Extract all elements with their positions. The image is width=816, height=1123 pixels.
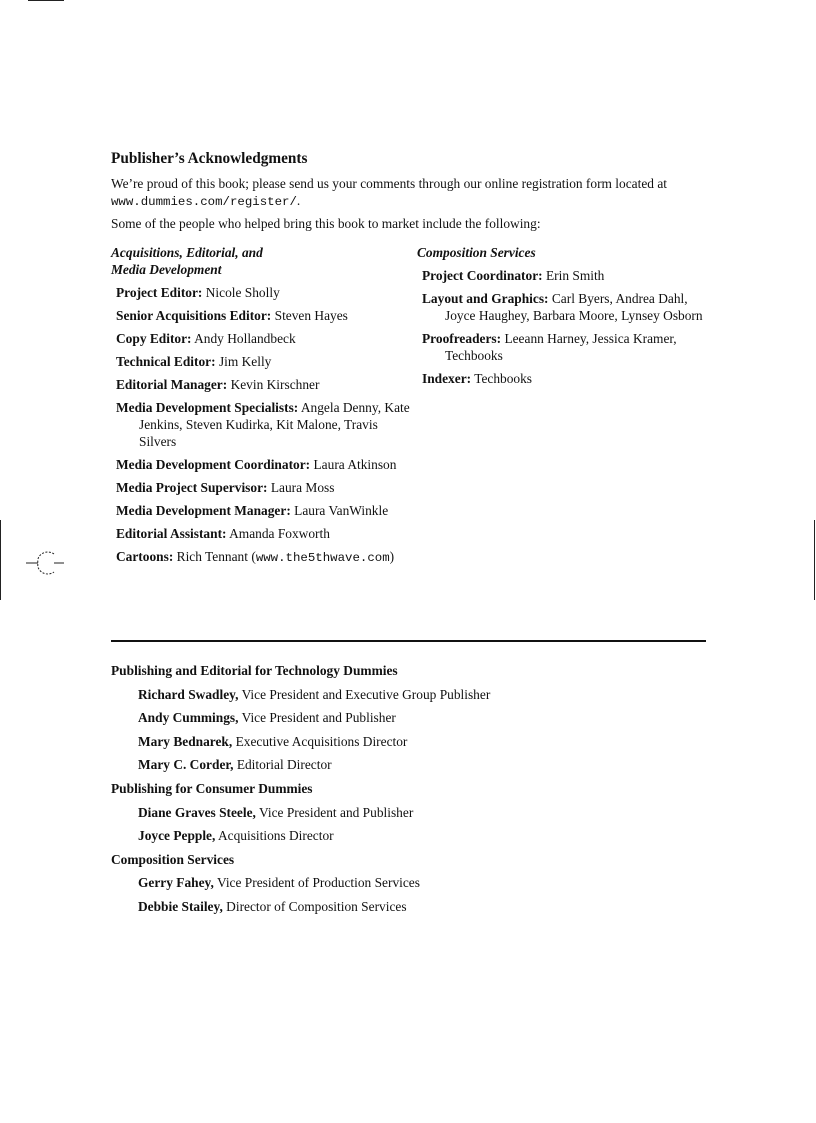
credit-role: Proofreaders:: [422, 331, 502, 346]
credit-entry: [111, 330, 411, 347]
credit-names: Techbooks: [474, 371, 533, 386]
credit-names: Laura Atkinson: [313, 457, 397, 472]
credit-names: Rich Tennant: [176, 549, 248, 564]
credit-entry: [111, 307, 411, 324]
executive-name: Mary C. Corder,: [138, 757, 234, 773]
executive-entry: [111, 709, 711, 726]
executive-credits: [111, 662, 711, 922]
executive-entry: [111, 898, 711, 915]
credit-role: Cartoons:: [116, 549, 174, 564]
executive-name: Joyce Pepple,: [138, 828, 216, 844]
crop-mark-top: [28, 0, 64, 1]
credit-role: Project Editor:: [116, 285, 203, 300]
intro-paragraph-2: Some of the people who helped bring this book to market include the following:: [111, 216, 541, 231]
credit-role: Project Coordinator:: [422, 268, 543, 283]
executive-title: Acquisitions Director: [217, 828, 334, 844]
executive-name: Diane Graves Steele,: [138, 804, 256, 820]
crop-mark-right: [814, 520, 815, 600]
credit-entry: [111, 353, 411, 370]
intro-paragraph: [111, 175, 711, 211]
credit-entry: [111, 456, 411, 473]
credit-names: Kevin Kirschner: [230, 377, 320, 392]
left-heading-line1: Acquisitions, Editorial, and: [111, 245, 263, 260]
executive-title: Editorial Director: [236, 757, 332, 773]
credit-names: Laura VanWinkle: [294, 503, 389, 518]
credit-role: Editorial Manager:: [116, 377, 228, 392]
credit-entry: [417, 267, 717, 284]
executive-title: Vice President and Executive Group Publisher: [241, 686, 491, 702]
executive-title: Vice President of Production Services: [216, 875, 420, 891]
url-close-paren: ): [389, 549, 395, 564]
executive-name: Andy Cummings,: [138, 710, 239, 726]
credit-role: Technical Editor:: [116, 354, 216, 369]
credit-role: Media Development Specialists:: [116, 400, 299, 415]
credit-role: Media Development Coordinator:: [116, 457, 311, 472]
left-column-heading: [111, 244, 411, 278]
credit-role: Senior Acquisitions Editor:: [116, 308, 272, 323]
section-heading: Publishing for Consumer Dummies: [111, 780, 313, 796]
cartoons-url-link[interactable]: www.the5thwave.com: [255, 551, 390, 565]
executive-name: Richard Swadley,: [138, 686, 239, 702]
credit-names: Nicole Sholly: [205, 285, 280, 300]
credit-entry: [111, 376, 411, 393]
executive-entry: [111, 733, 711, 750]
credit-role: Editorial Assistant:: [116, 526, 227, 541]
right-column-heading: Composition Services: [417, 245, 536, 260]
credit-names: Angela Denny, Kate Jenkins, Steven Kudirka, Kit Malone, Travis Silvers: [139, 400, 410, 449]
credit-entry: [111, 502, 411, 519]
credit-entry: [417, 290, 717, 324]
executive-name: Debbie Stailey,: [138, 898, 223, 914]
credit-role: Media Project Supervisor:: [116, 480, 268, 495]
executive-entry: [111, 827, 711, 844]
section-divider: [111, 640, 706, 642]
executive-title: Director of Composition Services: [226, 898, 407, 914]
executive-name: Gerry Fahey,: [138, 875, 214, 891]
executive-entry: [111, 686, 711, 703]
section-heading: Composition Services: [111, 851, 235, 867]
credit-names: Andy Hollandbeck: [194, 331, 296, 346]
url-open-paren: (: [251, 549, 256, 564]
executive-title: Vice President and Publisher: [259, 804, 414, 820]
intro-text: We’re proud of this book; please send us your comments through our online registration form located at: [111, 176, 667, 191]
credit-names: Steven Hayes: [274, 308, 348, 323]
page-title: Publisher’s Acknowledgments: [111, 150, 308, 167]
credit-entry: [111, 548, 411, 567]
credit-names: Leeann Harney, Jessica Kramer, Techbooks: [445, 331, 677, 363]
credit-names: Erin Smith: [545, 268, 605, 283]
credit-entry: [111, 284, 411, 301]
executive-title: Vice President and Publisher: [241, 710, 396, 726]
section-heading: Publishing and Editorial for Technology Dummies: [111, 663, 398, 678]
executive-name: Mary Bednarek,: [138, 733, 233, 749]
credit-names: Laura Moss: [270, 480, 335, 495]
left-column: [111, 244, 411, 573]
credit-entry: [111, 479, 411, 496]
executive-title: Executive Acquisitions Director: [235, 733, 408, 749]
credit-entry: [111, 525, 411, 542]
right-column: [417, 244, 717, 393]
acknowledgments-page: [111, 149, 711, 624]
credit-names: Carl Byers, Andrea Dahl, Joyce Haughey, Barbara Moore, Lynsey Osborn: [445, 291, 703, 323]
registration-mark-icon: [26, 550, 66, 576]
executive-entry: [111, 874, 711, 891]
crop-mark-left-lower: [0, 520, 1, 600]
credit-names: Jim Kelly: [218, 354, 272, 369]
credit-names: Amanda Foxworth: [229, 526, 330, 541]
register-url-link[interactable]: www.dummies.com/register/: [111, 195, 297, 209]
credit-entry: [417, 370, 717, 387]
credit-entry: [111, 399, 411, 450]
credit-role: Copy Editor:: [116, 331, 192, 346]
intro-end: .: [296, 193, 301, 208]
executive-entry: [111, 756, 711, 773]
credit-role: Indexer:: [422, 371, 472, 386]
left-heading-line2: Media Development: [111, 262, 222, 277]
credit-role: Layout and Graphics:: [422, 291, 549, 306]
executive-entry: [111, 804, 711, 821]
credits-columns: [111, 244, 711, 624]
credit-entry: [417, 330, 717, 364]
credit-role: Media Development Manager:: [116, 503, 291, 518]
